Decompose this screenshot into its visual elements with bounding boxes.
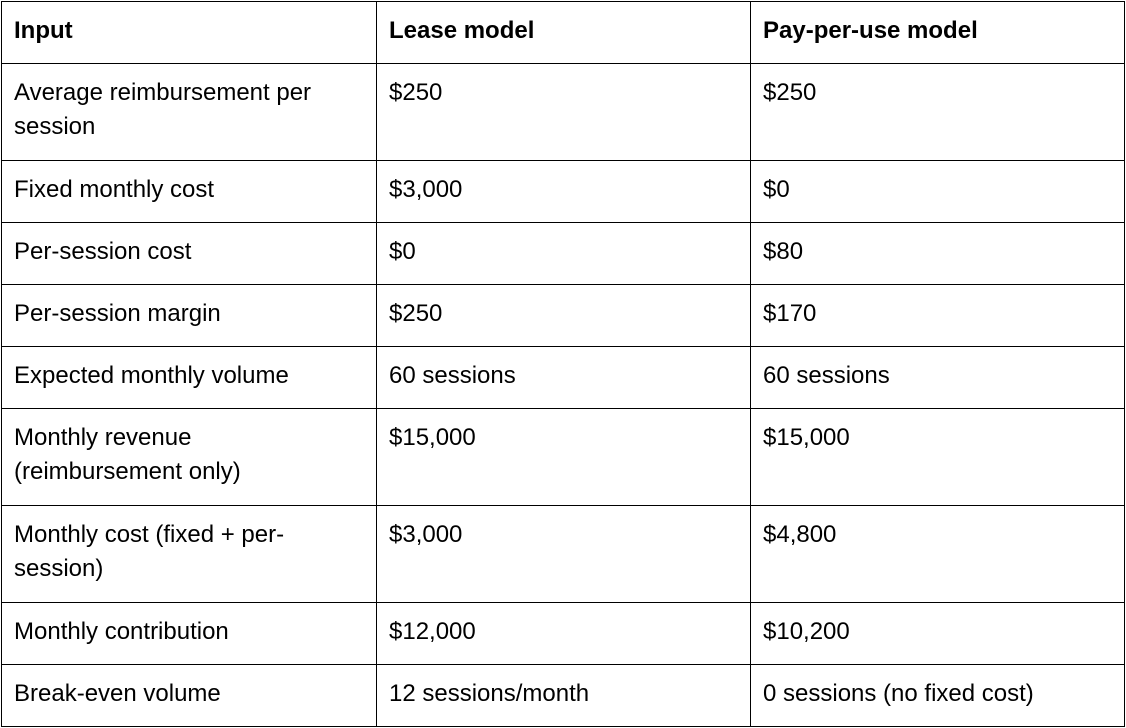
table-row [2, 409, 1125, 506]
lease-cell: $3,000 [377, 506, 751, 603]
pay-per-use-cell: 0 sessions (no fixed cost) [751, 665, 1125, 727]
pay-per-use-cell: $80 [751, 223, 1125, 285]
input-cell: Expected monthly volume [2, 347, 377, 409]
input-cell: Fixed monthly cost [2, 161, 377, 223]
lease-cell: $250 [377, 285, 751, 347]
input-cell: Per-session margin [2, 285, 377, 347]
pay-per-use-cell: 60 sessions [751, 347, 1125, 409]
header-pay-per-use-model: Pay-per-use model [751, 2, 1125, 64]
lease-cell: 60 sessions [377, 347, 751, 409]
table-row [2, 603, 1125, 665]
table-row [2, 161, 1125, 223]
lease-cell: $3,000 [377, 161, 751, 223]
header-input: Input [2, 2, 377, 64]
input-cell: Per-session cost [2, 223, 377, 285]
lease-cell: $0 [377, 223, 751, 285]
table-row [2, 347, 1125, 409]
table-row [2, 64, 1125, 161]
pay-per-use-cell: $250 [751, 64, 1125, 161]
input-cell: Monthly contribution [2, 603, 377, 665]
pay-per-use-cell: $0 [751, 161, 1125, 223]
table-header-row [2, 2, 1125, 64]
pay-per-use-cell: $170 [751, 285, 1125, 347]
pay-per-use-cell: $4,800 [751, 506, 1125, 603]
input-cell: Break-even volume [2, 665, 377, 727]
input-cell: Monthly revenue (reimbursement only) [2, 409, 377, 506]
lease-cell: 12 sessions/month [377, 665, 751, 727]
comparison-table [1, 1, 1125, 727]
table-row [2, 506, 1125, 603]
lease-cell: $250 [377, 64, 751, 161]
lease-cell: $12,000 [377, 603, 751, 665]
pay-per-use-cell: $15,000 [751, 409, 1125, 506]
table-row [2, 285, 1125, 347]
table-row [2, 223, 1125, 285]
input-cell: Monthly cost (fixed + per-session) [2, 506, 377, 603]
input-cell: Average reimbursement per session [2, 64, 377, 161]
table-row [2, 665, 1125, 727]
header-lease-model: Lease model [377, 2, 751, 64]
lease-cell: $15,000 [377, 409, 751, 506]
pay-per-use-cell: $10,200 [751, 603, 1125, 665]
